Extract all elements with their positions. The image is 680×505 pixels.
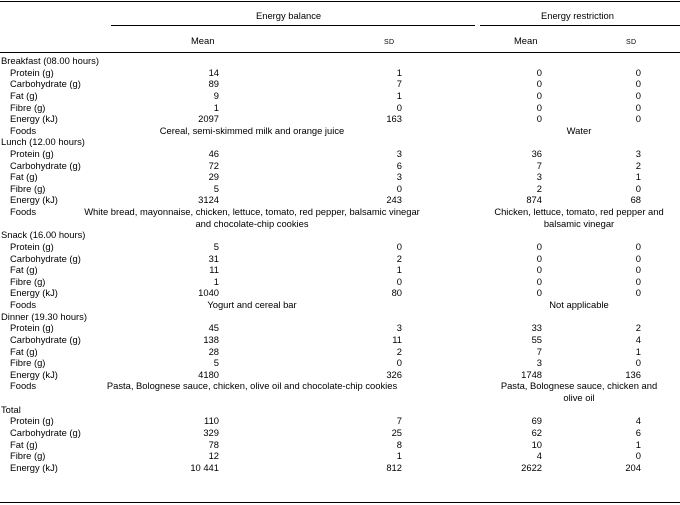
eb-sd-cell: 326 [386,368,402,380]
er-sd-cell: 0 [635,89,641,101]
row-label: Fibre (g) [10,275,46,287]
er-sd-cell: 0 [635,287,641,299]
eb-sd-cell: 1 [396,264,402,276]
eb-sd-cell: 1 [396,450,402,462]
eb-mean-cell: 78 [208,438,219,450]
eb-sd-cell: 243 [386,194,402,206]
section-title: Snack (16.00 hours) [1,229,86,241]
eb-sd-cell: 80 [391,287,402,299]
er-sd-cell: 0 [635,66,641,78]
eb-foods-text: White bread, mayonnaise, chicken, lettuce, tomato, red pepper, balsamic vinegar [84,206,420,218]
eb-sd-cell: 7 [396,78,402,90]
er-sd-cell: 3 [635,148,641,159]
group-rule-energy-balance [111,25,475,26]
eb-mean-cell: 5 [213,357,219,369]
group-header-energy-restriction: Energy restriction [541,10,614,21]
eb-mean-cell: 110 [204,415,219,427]
er-mean-cell: 0 [536,287,542,299]
eb-mean-cell: 4180 [198,368,219,380]
foods-label: Foods [10,380,37,392]
er-mean-cell: 33 [531,322,542,334]
row-label: Carbohydrate (g) [10,78,81,90]
er-mean-cell: 0 [536,252,542,264]
eb-mean-cell: 1 [213,101,219,113]
er-foods-text: Chicken, lettuce, tomato, red pepper and [494,206,664,218]
eb-mean-cell: 45 [208,322,219,334]
er-mean-cell: 4 [536,450,542,462]
eb-sd-cell: 7 [396,415,402,427]
eb-sd-cell: 0 [396,357,402,369]
er-foods-text: Not applicable [549,299,609,310]
er-foods-text: balsamic vinegar [543,217,615,229]
eb-sd-cell: 3 [396,171,402,183]
row-label: Protein (g) [10,322,54,334]
eb-foods-text: and chocolate-chip cookies [195,217,309,229]
eb-mean-cell: 11 [209,264,219,276]
foods-label: Foods [10,124,37,136]
row-label: Protein (g) [10,415,54,427]
eb-sd-cell: 3 [396,322,402,334]
eb-mean-cell: 1040 [198,287,219,299]
er-mean-cell: 2 [536,182,542,194]
eb-sd-cell: 8 [396,438,402,450]
row-label: Carbohydrate (g) [10,333,81,345]
er-sd-cell: 4 [635,415,641,427]
eb-sd-cell: 163 [386,113,402,125]
er-sd-cell: 0 [635,101,641,113]
er-mean-cell: 10 [531,438,542,450]
er-mean-cell: 0 [536,113,542,125]
er-sd-cell: 0 [635,240,641,252]
eb-mean-cell: 1 [213,275,219,287]
eb-sd-cell: 2 [396,252,402,264]
row-label: Protein (g) [10,148,54,159]
row-label: Fibre (g) [10,450,46,462]
eb-sd-cell: 6 [396,159,402,171]
row-label: Protein (g) [10,240,54,252]
eb-mean-cell: 46 [208,148,219,159]
col-header-eb-sd: SD [384,39,395,46]
er-mean-cell: 36 [531,148,542,159]
row-label: Fat (g) [10,438,38,450]
row-label: Carbohydrate (g) [10,159,81,171]
eb-foods-text: Pasta, Bolognese sauce, chicken, olive oil and chocolate-chip cookies [106,380,398,392]
row-label: Energy (kJ) [10,113,58,125]
header-bottom-rule [0,52,680,53]
er-mean-cell: 0 [536,78,542,90]
er-mean-cell: 1748 [521,368,542,380]
er-sd-cell: 204 [625,461,641,473]
eb-sd-cell: 25 [391,426,402,438]
row-label: Fibre (g) [10,357,46,369]
er-sd-cell: 68 [630,194,641,206]
er-sd-cell: 0 [635,252,641,264]
row-label: Fat (g) [10,345,38,357]
er-mean-cell: 7 [536,159,542,171]
er-mean-cell: 874 [526,194,542,206]
er-mean-cell: 3 [536,357,542,369]
row-label: Energy (kJ) [10,287,58,299]
eb-mean-cell: 329 [203,426,219,438]
eb-sd-cell: 3 [396,148,402,159]
row-label: Energy (kJ) [10,461,58,473]
eb-mean-cell: 2097 [198,113,219,125]
row-label: Carbohydrate (g) [10,252,81,264]
er-foods-text: Pasta, Bolognese sauce, chicken and [500,380,658,392]
er-mean-cell: 0 [536,89,542,101]
er-foods-text: Water [566,124,592,136]
row-label: Fat (g) [10,264,38,276]
er-foods-text: olive oil [563,392,595,403]
er-sd-cell: 1 [635,171,641,183]
section-title: Breakfast (08.00 hours) [1,55,99,66]
er-sd-cell: 0 [635,264,641,276]
eb-mean-cell: 10 441 [190,461,219,473]
er-mean-cell: 0 [536,240,542,252]
row-label: Fibre (g) [10,101,46,113]
eb-mean-cell: 5 [213,240,219,252]
eb-foods-text: Yogurt and cereal bar [207,299,297,310]
section-title: Lunch (12.00 hours) [1,136,85,148]
er-sd-cell: 1 [635,438,641,450]
eb-mean-cell: 14 [208,66,219,78]
eb-mean-cell: 89 [208,78,219,90]
eb-sd-cell: 0 [396,101,402,113]
er-mean-cell: 0 [536,275,542,287]
er-sd-cell: 0 [635,182,641,194]
eb-sd-cell: 11 [392,333,402,345]
eb-mean-cell: 9 [213,89,219,101]
row-label: Protein (g) [10,66,54,78]
eb-mean-cell: 12 [208,450,219,462]
eb-sd-cell: 1 [396,89,402,101]
col-header-eb-mean: Mean [191,35,215,46]
row-label: Fat (g) [10,171,38,183]
er-mean-cell: 0 [536,264,542,276]
col-header-er-mean: Mean [514,35,538,46]
row-label: Fibre (g) [10,182,46,194]
eb-sd-cell: 812 [386,461,402,473]
er-mean-cell: 7 [536,345,542,357]
er-sd-cell: 0 [635,357,641,369]
er-mean-cell: 3 [536,171,542,183]
er-mean-cell: 2622 [521,461,542,473]
er-sd-cell: 1 [635,345,641,357]
er-mean-cell: 69 [531,415,542,427]
er-sd-cell: 6 [635,426,641,438]
col-header-er-sd: SD [626,39,637,46]
eb-foods-text: Cereal, semi-skimmed milk and orange juice [159,124,345,136]
er-sd-cell: 0 [635,113,641,125]
eb-mean-cell: 138 [203,333,219,345]
eb-mean-cell: 31 [208,252,219,264]
er-mean-cell: 62 [531,426,542,438]
er-sd-cell: 2 [635,159,641,171]
table-top-rule [0,1,680,2]
er-sd-cell: 136 [625,368,641,380]
group-rule-energy-restriction [480,25,680,26]
er-mean-cell: 55 [531,333,542,345]
er-sd-cell: 0 [635,275,641,287]
row-label: Carbohydrate (g) [10,426,81,438]
row-label: Energy (kJ) [10,194,58,206]
eb-sd-cell: 0 [396,275,402,287]
eb-mean-cell: 3124 [198,194,219,206]
er-sd-cell: 0 [635,78,641,90]
section-title: Dinner (19.30 hours) [1,310,87,322]
table-bottom-rule [0,502,680,503]
er-sd-cell: 0 [635,450,641,462]
foods-label: Foods [10,299,37,310]
section-title: Total [1,403,21,415]
row-label: Fat (g) [10,89,38,101]
row-label: Energy (kJ) [10,368,58,380]
eb-mean-cell: 72 [208,159,219,171]
er-mean-cell: 0 [536,101,542,113]
group-header-energy-balance: Energy balance [256,10,322,21]
eb-mean-cell: 5 [213,182,219,194]
er-mean-cell: 0 [536,66,542,78]
eb-sd-cell: 0 [396,182,402,194]
eb-sd-cell: 2 [396,345,402,357]
eb-mean-cell: 29 [208,171,219,183]
eb-mean-cell: 28 [208,345,219,357]
er-sd-cell: 4 [635,333,641,345]
eb-sd-cell: 0 [396,240,402,252]
foods-label: Foods [10,206,37,218]
er-sd-cell: 2 [635,322,641,334]
eb-sd-cell: 1 [396,66,402,78]
